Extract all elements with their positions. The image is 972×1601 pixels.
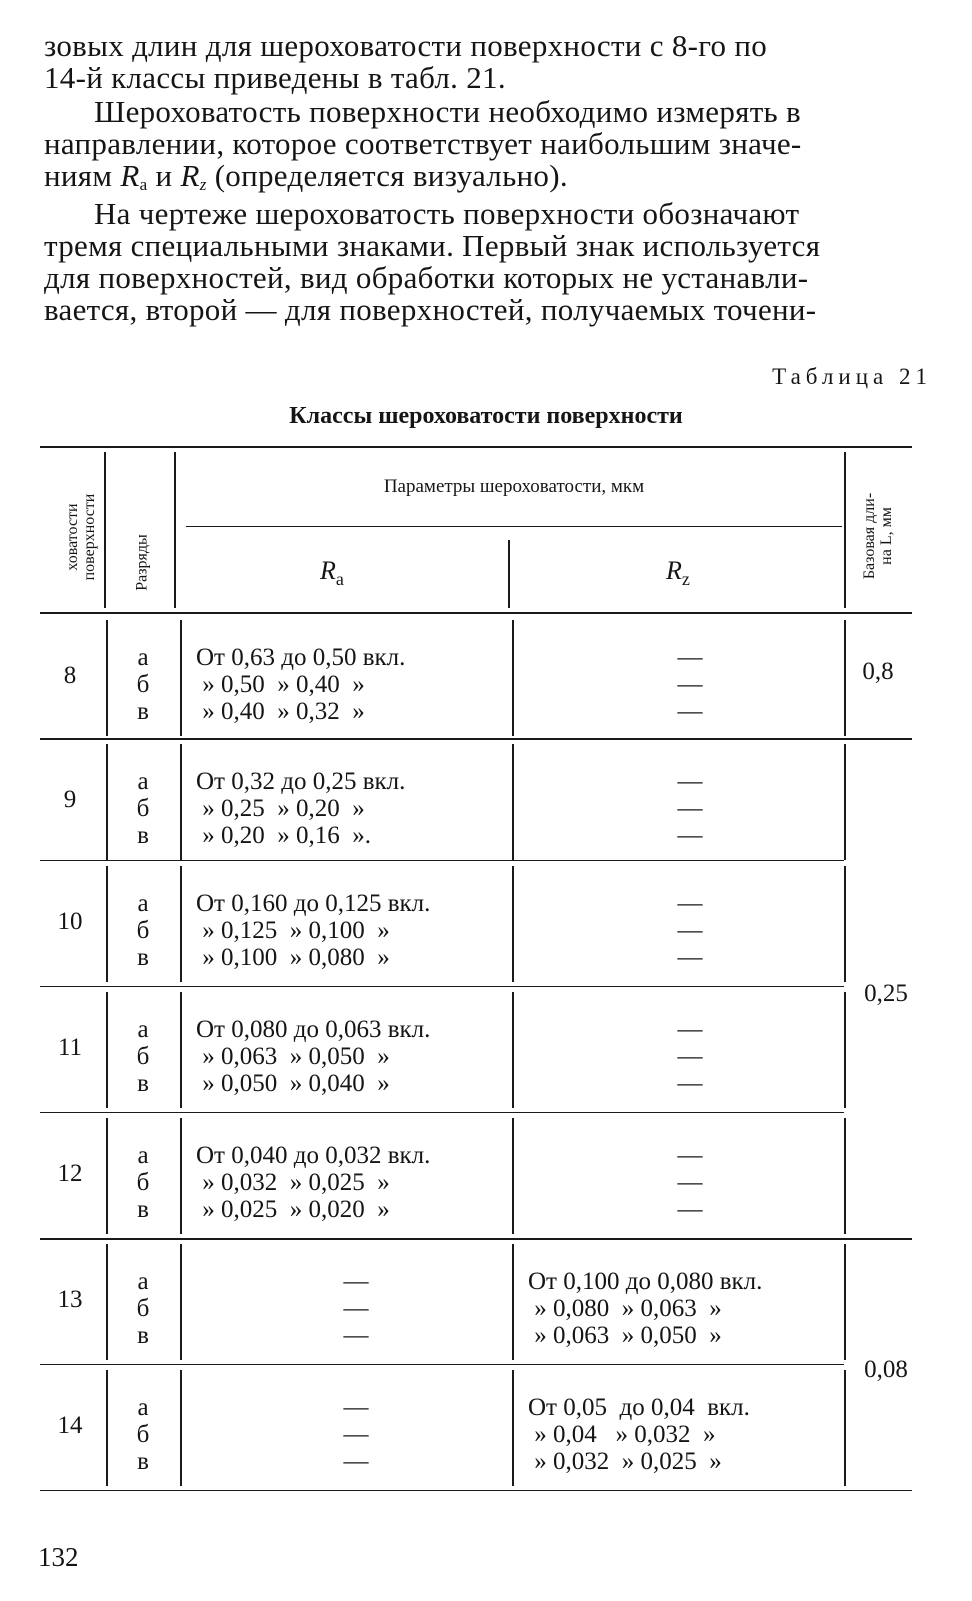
- class-number: 12: [57, 1160, 83, 1187]
- rz-column-header: [666, 556, 690, 590]
- row-vline: [844, 992, 846, 1108]
- grade-letter: б: [136, 671, 150, 698]
- rz-dash: —: [677, 1070, 703, 1097]
- row-separator: [40, 986, 844, 987]
- paragraph-line: вается, второй — для поверхностей, получаемых точени-: [44, 292, 817, 327]
- rz-dash: —: [677, 698, 703, 725]
- row-vline: [180, 1370, 182, 1486]
- symbol-ra-sub: a: [139, 175, 148, 194]
- ra-value: » 0,25 » 0,20 »: [196, 795, 365, 822]
- ra-value: От 0,040 до 0,032 вкл.: [196, 1142, 431, 1169]
- rz-value: » 0,04 » 0,032 »: [528, 1421, 716, 1448]
- table-bottom-rule: [40, 1490, 912, 1491]
- ra-value: От 0,32 до 0,25 вкл.: [196, 768, 406, 795]
- text-fragment: и: [155, 158, 173, 193]
- ra-value: От 0,63 до 0,50 вкл.: [196, 644, 406, 671]
- table-top-rule: [40, 446, 912, 448]
- ra-value: » 0,100 » 0,080 »: [196, 944, 390, 971]
- rz-dash: —: [677, 822, 703, 849]
- ra-value: » 0,50 » 0,40 »: [196, 671, 365, 698]
- row-vline: [512, 1370, 514, 1486]
- rz-dash: —: [677, 1169, 703, 1196]
- ra-dash: —: [343, 1421, 369, 1448]
- paragraph-line: На чертеже шероховатость поверхности обозначают: [94, 196, 800, 231]
- grade-letter: в: [137, 944, 149, 971]
- params-divider: [186, 526, 842, 527]
- row-vline: [106, 620, 108, 736]
- grade-letter: в: [137, 822, 149, 849]
- base-length-value: 0,8: [862, 658, 894, 685]
- paragraph-1: [44, 30, 932, 94]
- header-bottom-rule: [40, 612, 912, 614]
- grade-letter: а: [137, 890, 149, 917]
- row-vline: [180, 1244, 182, 1360]
- table-title: Классы шероховатости поверхности: [289, 403, 683, 429]
- grade-letter: б: [136, 1421, 150, 1448]
- paragraph-line: зовых длин для шероховатости поверхности с 8-го по: [44, 28, 768, 63]
- row-separator: [40, 738, 912, 740]
- class-number: 14: [57, 1412, 83, 1439]
- grade-letter: б: [136, 1043, 150, 1070]
- row-separator: [40, 860, 844, 861]
- ra-column-header: [320, 556, 344, 590]
- text-fragment: (определяется визуально).: [214, 158, 568, 193]
- rz-symbol: R: [666, 556, 682, 585]
- rz-value: От 0,100 до 0,080 вкл.: [528, 1268, 763, 1295]
- class-number: 8: [63, 662, 77, 689]
- ra-dash: —: [343, 1322, 369, 1349]
- paragraph-line: [44, 160, 932, 201]
- paragraph-line: направлении, которое соответствует наибольшим значе-: [44, 126, 802, 161]
- row-vline: [106, 866, 108, 982]
- row-vline: [512, 1118, 514, 1234]
- params-header: Параметры шероховатости, мкм: [383, 476, 645, 497]
- grade-letter: в: [137, 1070, 149, 1097]
- grade-letter: а: [137, 1142, 149, 1169]
- page-number: 132: [38, 1542, 79, 1572]
- row-vline: [844, 866, 846, 982]
- base-length-value: 0,25: [864, 980, 908, 1007]
- grade-letter: б: [136, 917, 150, 944]
- rz-value: » 0,063 » 0,050 »: [528, 1322, 722, 1349]
- row-vline: [180, 744, 182, 860]
- row-vline: [106, 1370, 108, 1486]
- ra-sub: a: [335, 569, 344, 589]
- class-number: 10: [57, 908, 83, 935]
- paragraph-line: для поверхностей, вид обработки которых не устанавли-: [44, 260, 809, 295]
- rz-dash: —: [677, 1043, 703, 1070]
- ra-value: » 0,025 » 0,020 »: [196, 1196, 390, 1223]
- rz-dash: —: [677, 944, 703, 971]
- header-vline: [174, 452, 176, 608]
- grade-column-header: Разряды: [133, 534, 151, 591]
- ra-dash: —: [343, 1295, 369, 1322]
- paragraph-3: [44, 198, 932, 326]
- rz-dash: —: [677, 644, 703, 671]
- class-number: 13: [57, 1286, 83, 1313]
- rz-dash: —: [677, 1142, 703, 1169]
- grade-letter: в: [137, 1322, 149, 1349]
- row-vline: [844, 1370, 846, 1486]
- class-number: 9: [63, 786, 77, 813]
- row-vline: [106, 1244, 108, 1360]
- header-vline: [508, 540, 510, 608]
- rz-dash: —: [677, 1016, 703, 1043]
- row-separator: [40, 1238, 912, 1240]
- grade-letter: а: [137, 1268, 149, 1295]
- ra-dash: —: [343, 1394, 369, 1421]
- row-vline: [180, 992, 182, 1108]
- header-vline: [104, 452, 106, 608]
- row-vline: [512, 744, 514, 860]
- header-vline: [844, 452, 846, 608]
- ra-dash: —: [343, 1448, 369, 1475]
- rz-value: » 0,032 » 0,025 »: [528, 1448, 722, 1475]
- rz-dash: —: [677, 890, 703, 917]
- rz-dash: —: [677, 768, 703, 795]
- grade-letter: б: [136, 795, 150, 822]
- paragraph-2: [44, 96, 932, 201]
- row-separator: [40, 1112, 844, 1113]
- row-separator: [40, 1364, 844, 1365]
- ra-value: » 0,063 » 0,050 »: [196, 1043, 390, 1070]
- ra-dash: —: [343, 1268, 369, 1295]
- ra-value: » 0,125 » 0,100 »: [196, 917, 390, 944]
- grade-letter: в: [137, 1196, 149, 1223]
- rz-dash: —: [677, 1196, 703, 1223]
- rz-dash: —: [677, 795, 703, 822]
- row-vline: [180, 866, 182, 982]
- row-vline: [106, 1118, 108, 1234]
- row-vline: [844, 1118, 846, 1234]
- row-vline: [512, 866, 514, 982]
- grade-letter: в: [137, 698, 149, 725]
- text-fragment: ниям: [44, 158, 113, 193]
- paragraph-line: 14-й классы приведены в табл. 21.: [44, 60, 506, 95]
- base-length-value: 0,08: [864, 1356, 908, 1383]
- class-number: 11: [57, 1034, 83, 1061]
- table-caption: Таблица 21: [772, 364, 932, 389]
- grade-letter: б: [136, 1295, 150, 1322]
- row-vline: [844, 744, 846, 860]
- symbol-rz: R: [180, 158, 200, 193]
- ra-symbol: R: [320, 556, 336, 585]
- grade-letter: а: [137, 768, 149, 795]
- row-vline: [512, 1244, 514, 1360]
- rz-dash: —: [677, 917, 703, 944]
- row-vline: [106, 744, 108, 860]
- grade-letter: а: [137, 1016, 149, 1043]
- rz-dash: —: [677, 671, 703, 698]
- rz-value: » 0,080 » 0,063 »: [528, 1295, 722, 1322]
- row-vline: [106, 992, 108, 1108]
- base-length-header: Базовая дли- на L, мм: [861, 492, 895, 580]
- ra-value: » 0,40 » 0,32 »: [196, 698, 365, 725]
- ra-value: » 0,032 » 0,025 »: [196, 1169, 390, 1196]
- rz-sub: z: [681, 569, 690, 589]
- grade-letter: б: [136, 1169, 150, 1196]
- class-column-header: ховатости поверхности: [64, 493, 98, 581]
- paragraph-line: тремя специальными знаками. Первый знак используется: [44, 228, 821, 263]
- grade-letter: в: [137, 1448, 149, 1475]
- row-vline: [512, 620, 514, 736]
- paragraph-line: Шероховатость поверхности необходимо измерять в: [94, 94, 801, 129]
- row-vline: [844, 1244, 846, 1360]
- ra-value: От 0,160 до 0,125 вкл.: [196, 890, 431, 917]
- ra-value: » 0,20 » 0,16 ».: [196, 822, 371, 849]
- row-vline: [180, 1118, 182, 1234]
- ra-value: » 0,050 » 0,040 »: [196, 1070, 390, 1097]
- grade-letter: а: [137, 644, 149, 671]
- symbol-ra: R: [120, 158, 140, 193]
- grade-letter: а: [137, 1394, 149, 1421]
- ra-value: От 0,080 до 0,063 вкл.: [196, 1016, 431, 1043]
- symbol-rz-sub: z: [199, 175, 207, 194]
- row-vline: [512, 992, 514, 1108]
- row-vline: [180, 620, 182, 736]
- rz-value: От 0,05 до 0,04 вкл.: [528, 1394, 750, 1421]
